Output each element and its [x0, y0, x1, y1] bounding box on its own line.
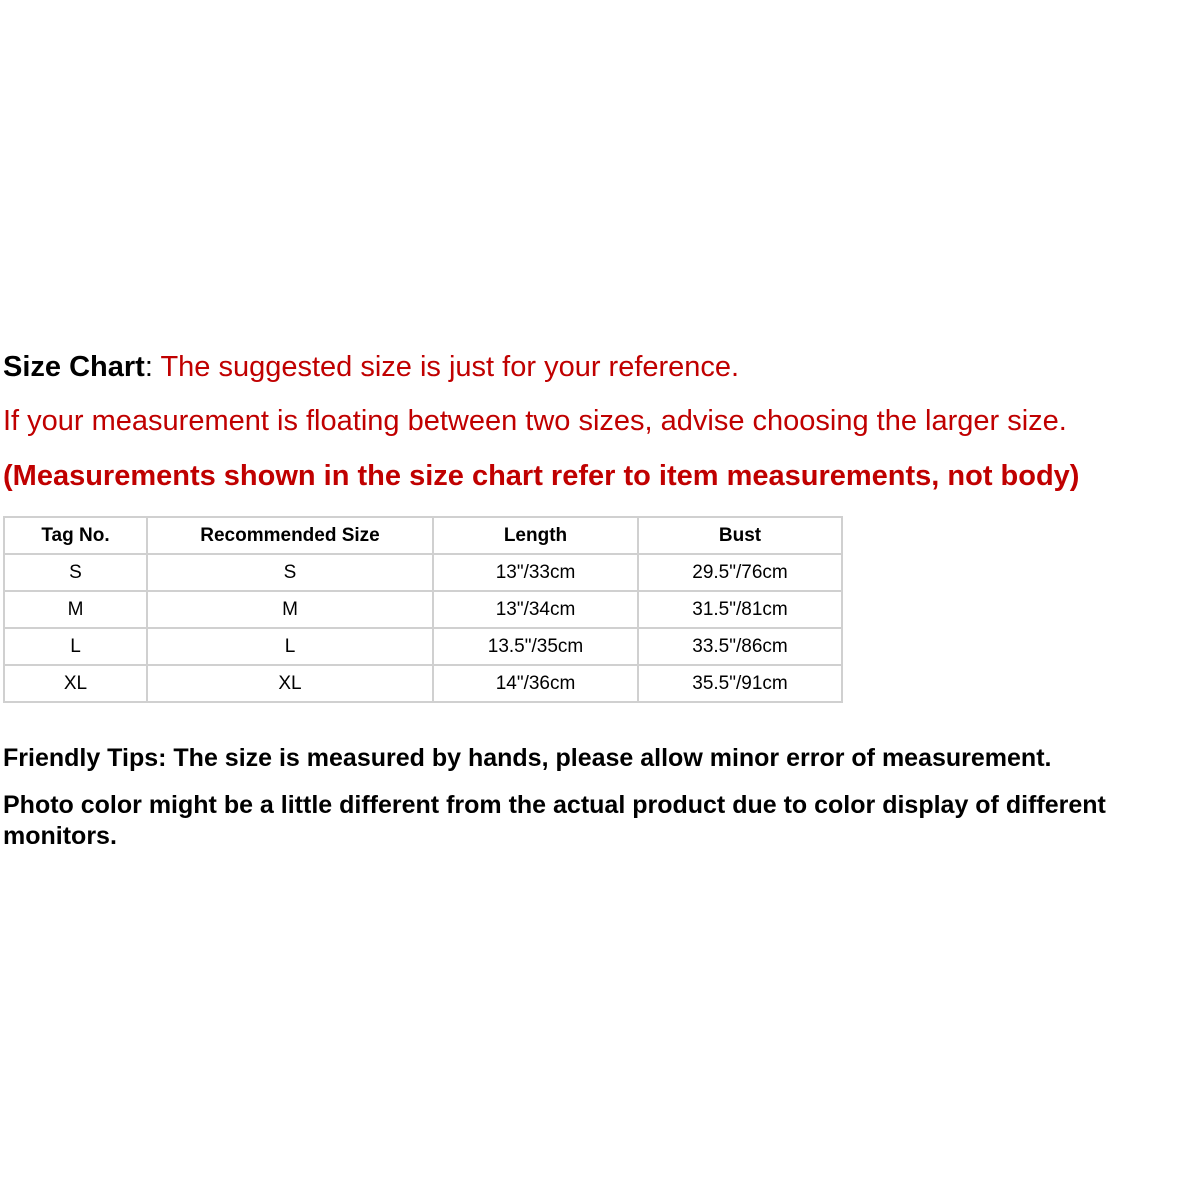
- cell-recommended-size: L: [147, 628, 433, 665]
- cell-bust: 31.5"/81cm: [638, 591, 842, 628]
- table-row: [4, 665, 842, 702]
- cell-bust: 29.5"/76cm: [638, 554, 842, 591]
- column-header-tag: Tag No.: [4, 517, 147, 554]
- size-chart-label: Size Chart: [3, 351, 145, 383]
- column-header-length: Length: [433, 517, 638, 554]
- friendly-tips: Friendly Tips: The size is measured by hands, please allow minor error of measurement.: [3, 744, 1052, 772]
- table-row: [4, 628, 842, 665]
- table-row: [4, 554, 842, 591]
- cell-length: 14"/36cm: [433, 665, 638, 702]
- photo-color-note: Photo color might be a little different from the actual product due to color display of different monitors.: [3, 791, 1106, 850]
- cell-tag: L: [4, 628, 147, 665]
- size-chart-heading: [3, 346, 1198, 388]
- cell-tag: XL: [4, 665, 147, 702]
- cell-tag: S: [4, 554, 147, 591]
- size-chart-colon: :: [144, 351, 153, 383]
- reference-note: The suggested size is just for your reference.: [160, 351, 740, 383]
- measurement-note: (Measurements shown in the size chart refer to item measurements, not body): [3, 460, 1080, 492]
- cell-length: 13"/34cm: [433, 591, 638, 628]
- tips-section: [3, 738, 1198, 852]
- cell-length: 13"/33cm: [433, 554, 638, 591]
- cell-length: 13.5"/35cm: [433, 628, 638, 665]
- size-chart-intro: [3, 346, 1198, 497]
- cell-recommended-size: XL: [147, 665, 433, 702]
- cell-recommended-size: M: [147, 591, 433, 628]
- table-row: [4, 591, 842, 628]
- cell-tag: M: [4, 591, 147, 628]
- floating-note: If your measurement is floating between two sizes, advise choosing the larger size.: [3, 405, 1067, 437]
- column-header-bust: Bust: [638, 517, 842, 554]
- table-header-row: [4, 517, 842, 554]
- cell-recommended-size: S: [147, 554, 433, 591]
- cell-bust: 33.5"/86cm: [638, 628, 842, 665]
- cell-bust: 35.5"/91cm: [638, 665, 842, 702]
- column-header-recommended-size: Recommended Size: [147, 517, 433, 554]
- size-table: [3, 516, 843, 703]
